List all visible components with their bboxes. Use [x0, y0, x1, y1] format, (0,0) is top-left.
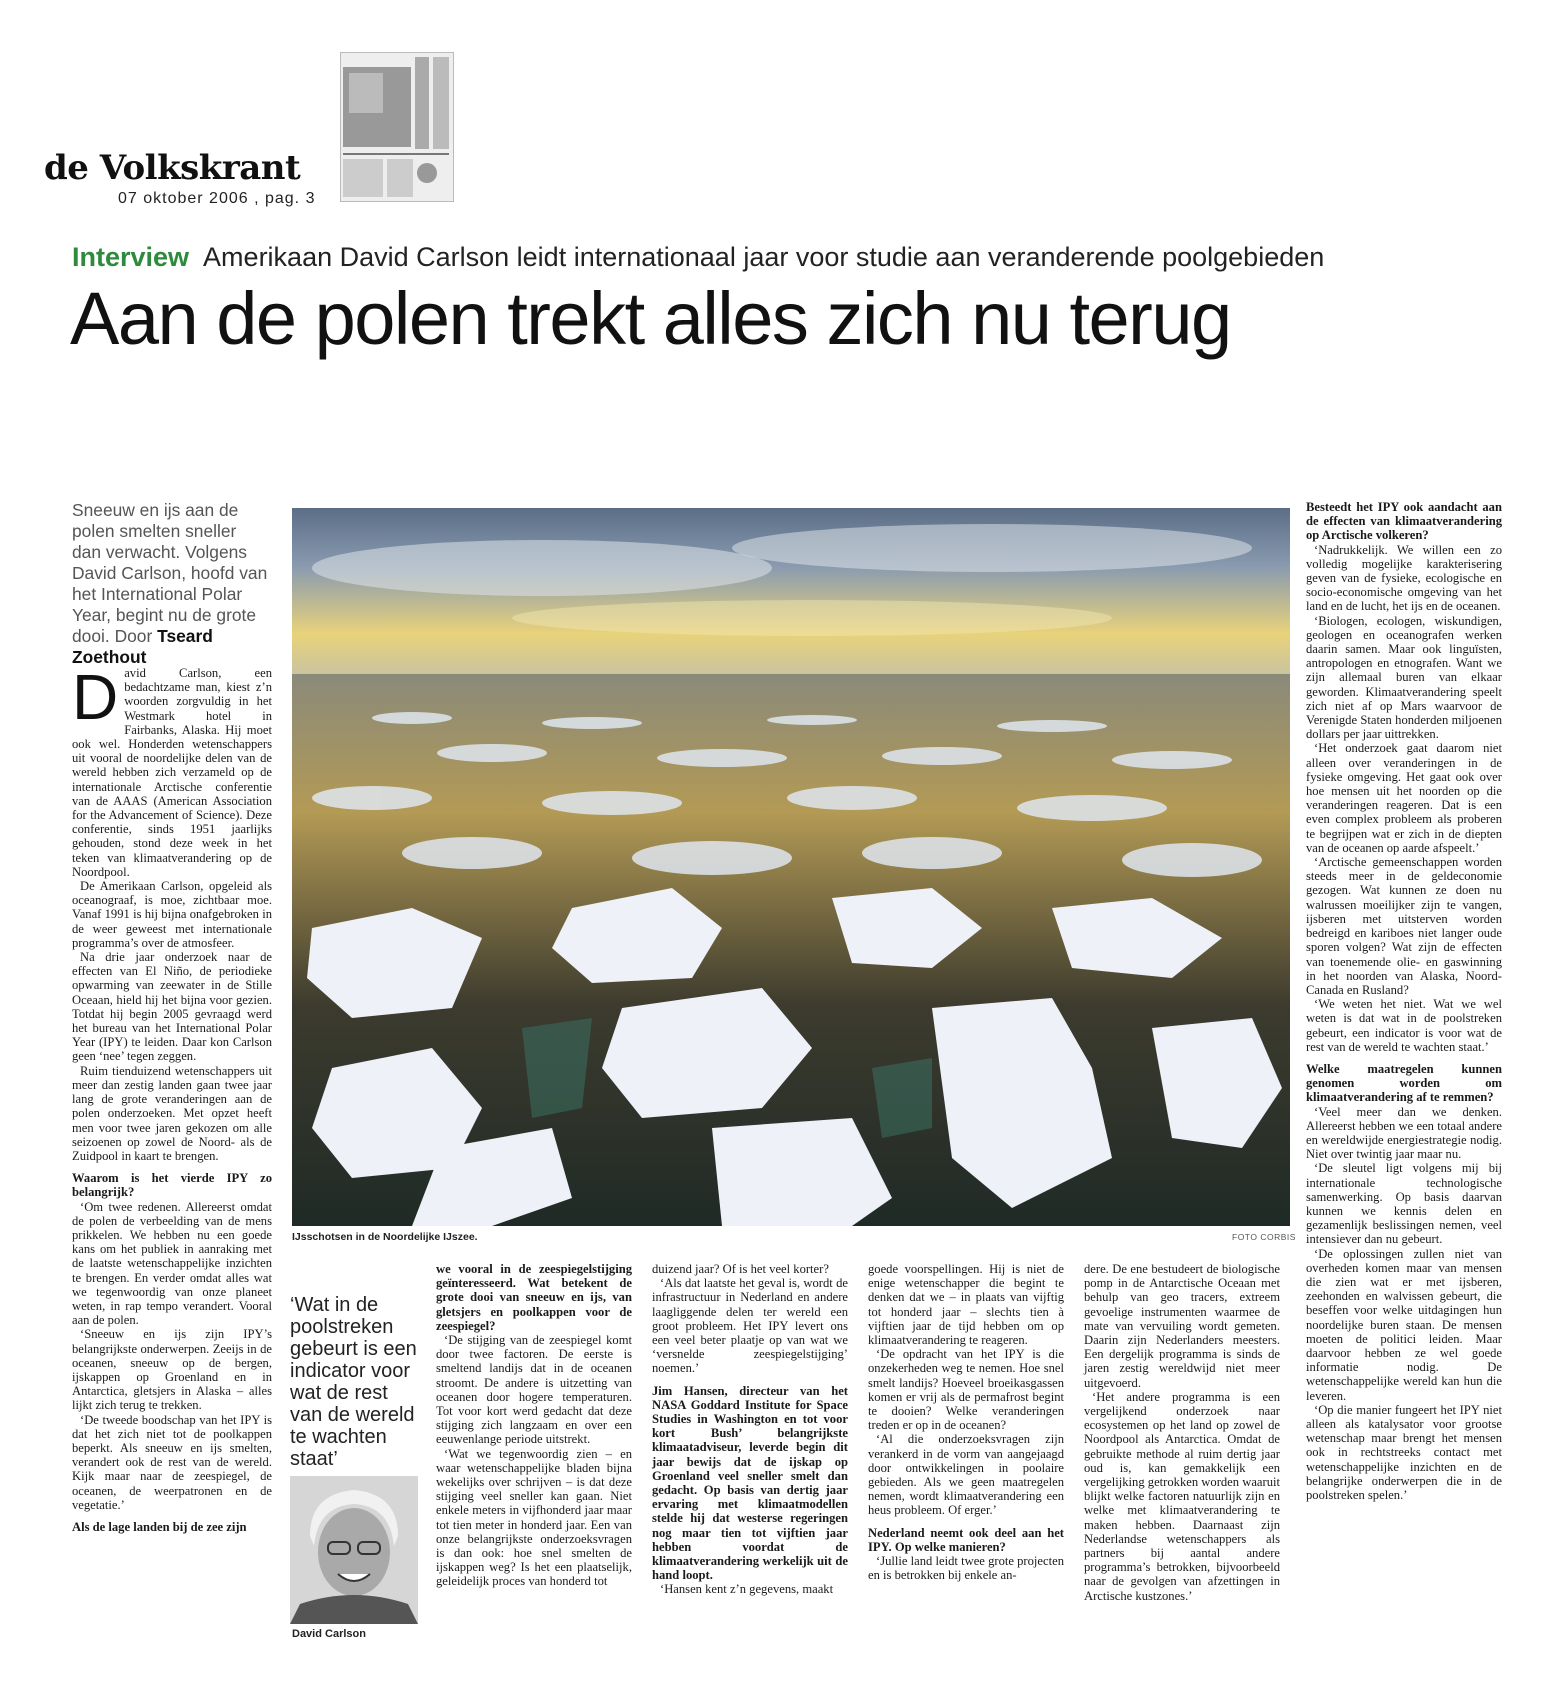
paragraph: ‘Biologen, ecologen, wiskundigen, geologen en oceanografen werken daarin samen. Maar ook linguïsten, antropologen en etnografen. Want we zijn allemaal buren van elkaar geworden. Klimaatverandering speelt zich niet af op Mars waarvoor de Verenigde Staten honderden miljoenen dollars per jaar uittrekken.: [1306, 613, 1502, 742]
masthead-logo: de Volkskrant: [44, 148, 301, 188]
paragraph: ‘Wat we tegenwoordig zien – en waar wetenschappelijke bladen bijna wekelijks over schrijven – is dat deze stijging veel sneller kan gaan. Niet enkele meters in vijfhonderd jaar maar tot tien meter in honderd jaar. Een van onze belangrijkste onderzoeksvragen is dan ook: hoe snel smelten de ijskappen weg? Is het een plaatselijk, geleidelijk proces van honderd tot: [436, 1446, 632, 1589]
kicker-label: Interview: [72, 242, 190, 272]
kicker-subtitle: Amerikaan David Carlson leidt internationaal jaar voor studie aan veranderende poolgebieden: [203, 242, 1325, 272]
paragraph: duizend jaar? Of is het veel korter?: [652, 1262, 829, 1276]
paragraph: ‘Het onderzoek gaat daarom niet alleen over veranderingen in de fysieke omgeving. Het gaat ook over hoe mensen uit het noorden op die veranderingen reageren. Dat is een even complex probleem als proberen te begrijpen wat er zich in de diepten van de oceanen op aarde afspeelt.’: [1306, 741, 1502, 855]
article-column-1: [72, 661, 272, 1534]
paragraph: ‘Arctische gemeenschappen worden steeds meer in de geldeconomie gezogen. Wat kunnen ze doen nu walrussen moeilijker zijn te vangen, ijsberen met uitsterven worden bedreigd en kariboes niet langer oude sporen volgen? Wat zijn de effecten van toenemende olie- en gaswinning in het noorden van Alaska, Noord-Canada en Rusland?: [1306, 855, 1502, 997]
paragraph: ‘Sneeuw en ijs zijn IPY’s belangrijkste onderwerpen. Zeeijs in de oceanen, sneeuw op de bergen, ijskappen op Groenland en in Antarctica, gletsjers in Alaska – alles lijkt zich terug te trekken.: [72, 1327, 272, 1413]
interview-question: Jim Hansen, directeur van het NASA Goddard Institute for Space Studies in Washington en tot voor kort Bush’ belangrijkste klimaatadviseur, leverde begin dit jaar bewijs dat de ijskap op Groenland veel sneller smelt dan gedacht. Op basis van dertig jaar ervaring met klimaatmodellen stelde hij dat westerse regeringen nog maar tien tot vijftien jaar hebben voordat de klimaatverandering werkelijk uit de hand loopt.: [652, 1383, 848, 1583]
paragraph: De Amerikaan Carlson, opgeleid als oceanograaf, is moe, zichtbaar moe. Vanaf 1991 is hij bijna onafgebroken in de weer geweest met internationale programma’s over de atmosfeer.: [72, 879, 272, 950]
paragraph: goede voorspellingen. Hij is niet de enige wetenschapper die begint te denken dat we – in plaats van vijftig tot honderd jaar – slechts tien à vijftien jaar de tijd hebben om op klimaatverandering te reageren.: [868, 1262, 1064, 1348]
paragraph: ‘Om twee redenen. Allereerst omdat de polen de verbeelding van de mens prikkelen. We hebben nu een goede kans om het publiek in aanraking met de laatste wetenschappelijke inzichten te brengen. En verder omdat alles wat we tegenwoordig van onze planeet weten, in rap tempo verandert. Vooral aan de polen.: [72, 1199, 272, 1328]
paragraph: ‘Op die manier fungeert het IPY niet alleen als katalysator voor grootse wetenschap maar brengt het mensen ook in rechtstreeks contact met wetenschappelijke inzichten en de belangrijke onderwerpen die in de poolstreken spelen.’: [1306, 1402, 1502, 1503]
paragraph: ‘De oplossingen zullen niet van overheden komen maar van mensen die zien wat er met ijsberen, zeehonden en walvissen gebeurt, die beseffen voor welke uitdagingen hun noordelijke buren staan. De mensen moeten de politici leiden. Maar daarvoor hebben ze wel goede informatie nodig. De wetenschappelijke wereld kan hun die leveren.: [1306, 1246, 1502, 1403]
paragraph: ‘We weten het niet. Wat we wel weten is dat wat in de poolstreken gebeurt, een indicator is voor wat de rest van de wereld te wachten staat.’: [1306, 997, 1502, 1054]
interview-question: Als de lage landen bij de zee zijn: [72, 1519, 247, 1534]
paragraph: ‘Als dat laatste het geval is, wordt de infrastructuur in Nederland en andere laagliggende delen ter wereld een groot probleem. Het IPY levert ons een veel beter plaatje op van wat we ‘versnelde zeespiegelstijging’ noemen.’: [652, 1276, 848, 1376]
paragraph: Ruim tienduizend wetenschappers uit meer dan zestig landen gaan twee jaar lang de grote veranderingen aan de polen onderzoeken. Met opzet heeft men voor twee jaren gekozen om alle seizoenen op zowel de Noord- als de Zuidpool in kaart te brengen.: [72, 1063, 272, 1163]
article-intro: [72, 500, 270, 668]
article-column-4: [652, 1262, 848, 1597]
article-headline: Aan de polen trekt alles zich nu terug: [70, 277, 1231, 360]
article-column-3: [436, 1262, 632, 1589]
interview-question: Nederland neemt ook deel aan het IPY. Op welke manieren?: [868, 1525, 1064, 1554]
article-column-6: [1084, 1262, 1280, 1603]
paragraph: ‘Nadrukkelijk. We willen een zo volledig mogelijke karakterisering geven van de fysieke, ecologische en socio-economische omgeving van het land en de lucht, het ijs en de oceanen.: [1306, 542, 1502, 614]
paragraph: Na drie jaar onderzoek naar de effecten van El Niño, de periodieke opwarming van zeewater in de Stille Oceaan, hield hij het bijna voor gezien. Totdat hij begin 2005 gevraagd werd het bureau van het International Polar Year (IPY) te leiden. Daar kon Carlson geen ‘nee’ tegen zeggen.: [72, 950, 272, 1064]
paragraph: ‘Jullie land leidt twee grote projecten en is betrokken bij enkele an-: [868, 1554, 1064, 1583]
interview-question: we vooral in de zeespiegelstijging geïnteresseerd. Wat betekent de grote dooi van sneeuw en ijs, van gletsjers en poolkappen voor de zeespiegel?: [436, 1262, 632, 1333]
intro-text: Sneeuw en ijs aan de polen smelten sneller dan verwacht. Volgens David Carlson, hoofd van het International Polar Year, begint nu de grote dooi.: [72, 500, 268, 646]
byline-author: Tseard Zoethout: [72, 626, 213, 667]
paragraph: ‘Veel meer dan we denken. Allereerst hebben we een totaal andere en wereldwijde energiestrategie nodig. Niet over twintig jaar maar nu.: [1306, 1104, 1502, 1162]
portrait-caption: David Carlson: [292, 1628, 366, 1640]
paragraph: ‘Hansen kent z’n gegevens, maakt: [660, 1582, 834, 1597]
sea-ice-floes-photo: [292, 508, 1290, 1226]
paragraph: avid Carlson, een bedachtzame man, kiest z’n woorden zorgvuldig in het Westmark hotel in Fairbanks, Alaska. Hij moet ook wel. Honderden wetenschappers uit vooral de noordelijke delen van de wereld hebben zich verzameld op de internationale Arctische conferentie van de AAAS (American Association for the Advancement of Science). Deze conferentie, sinds 1951 jaarlijks gehouden, stond deze week in het teken van klimaatverandering op de Noordpool.: [72, 666, 272, 879]
page-layout-thumbnail-icon: [340, 52, 454, 202]
person-portrait-photo: [290, 1476, 418, 1624]
publication-date: 07 oktober 2006 , pag. 3: [118, 190, 316, 207]
paragraph: ‘De opdracht van het IPY is die onzekerheden weg te nemen. Hoe snel smelt landijs? Hoeveel broeikasgassen komen er vrij als de permafrost begint te dooien? Welke veranderingen treden er op in de oceanen?: [868, 1347, 1064, 1433]
paragraph: ‘De stijging van de zeespiegel komt door twee factoren. De eerste is smeltend landijs dat in de oceanen stroomt. De andere is uitzetting van oceanen door hogere temperaturen. Tot voor kort werd gedacht dat deze stijging zich langzaam en over een eeuwenlange periode uitstrekt.: [436, 1333, 632, 1447]
pull-quote: ‘Wat in de poolstreken gebeurt is een indicator voor wat de rest van de wereld te wachten staat’: [290, 1294, 417, 1470]
interview-question: Besteedt het IPY ook aandacht aan de effecten van klimaatverandering op Arctische volkeren?: [1306, 500, 1502, 543]
photo-credit: FOTO CORBIS: [1232, 1232, 1296, 1242]
paragraph: dere. De ene bestudeert de biologische pomp in de Antarctische Oceaan met behulp van geo tracers, extreem gevoelige instrumenten waarmee de mate van vervuiling wordt gemeten. Daarin zijn Nederlanders meesters. Een dergelijk programma is sinds de jaren zestig wereldwijd niet meer uitgevoerd.: [1084, 1262, 1280, 1390]
kicker-row: [72, 242, 1324, 273]
article-column-7: [1306, 500, 1502, 1502]
paragraph: ‘De tweede boodschap van het IPY is dat het zich niet tot de poolkappen beperkt. Als sneeuw en ijs smelten, verandert ook de rest van de wereld. Kijk maar naar de zeespiegel, de oceanen, de weerpatronen en de vegetatie.’: [72, 1412, 272, 1512]
interview-question: Waarom is het vierde IPY zo belangrijk?: [72, 1171, 272, 1200]
article-column-5: [868, 1262, 1064, 1582]
drop-cap: D: [72, 661, 119, 733]
paragraph: ‘De sleutel ligt volgens mij bij internationale technologische samenwerking. Op basis daarvan kunnen we kennis delen en gezamenlijk beslissingen nemen, veel intensiever dan nu gebeurt.: [1306, 1161, 1502, 1247]
paragraph: ‘Het andere programma is een vergelijkend onderzoek naar ecosystemen op het land op zowel de Noordpool als Antarctica. Omdat de gebruikte methode al ruim dertig jaar oud is, kan gemakkelijk een vergelijking getrokken worden waaruit blijkt welke factoren natuurlijk zijn en welke met klimaatverandering te maken hebben. Daarnaast zijn Nederlandse wetenschappers als partners bij aantal andere programma’s betrokken, bijvoorbeeld naar de gevolgen van afzettingen in Arctische kustzones.’: [1084, 1389, 1280, 1603]
paragraph: ‘Al die onderzoeksvragen zijn verankerd in de vorm van aangejaagd door ontwikkelingen in poolaire gebieden. Als we geen maatregelen nemen, wordt klimaatverandering een heus probleem. Of erger.’: [868, 1432, 1064, 1518]
interview-question: Welke maatregelen kunnen genomen worden om klimaatverandering af te remmen?: [1306, 1061, 1502, 1105]
byline-prefix: Door: [114, 626, 153, 646]
photo-caption: IJsschotsen in de Noordelijke IJszee.: [292, 1231, 478, 1243]
